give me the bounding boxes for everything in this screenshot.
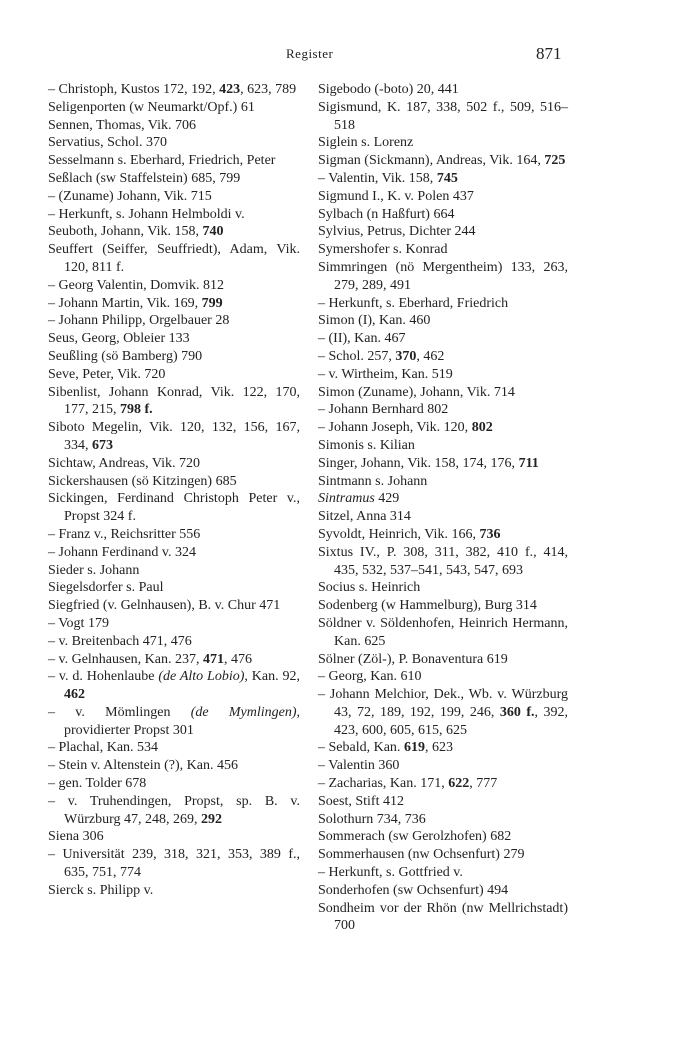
index-entry	[318, 455, 568, 473]
index-entry	[318, 330, 568, 348]
entry-text: – Herkunft, s. Gottfried v.	[318, 865, 463, 881]
index-entry	[48, 455, 300, 473]
running-title: Register	[286, 46, 334, 61]
bold-page-ref: 736	[479, 526, 501, 542]
entry-text: – Schol. 257,	[318, 348, 396, 364]
bold-page-ref: 798 f.	[120, 402, 153, 418]
entry-text: Simonis s. Kilian	[318, 437, 415, 453]
index-entry	[318, 366, 568, 384]
entry-text: Siglein s. Lorenz	[318, 135, 414, 151]
index-entry	[318, 134, 568, 152]
entry-text: Sibenlist, Johann Konrad, Vik. 122, 170, 177, 215,	[48, 384, 300, 418]
index-entry	[48, 651, 300, 669]
entry-text: Sesselmann s. Eberhard, Friedrich, Peter	[48, 153, 276, 169]
entry-text: – gen. Tolder 678	[48, 776, 147, 792]
index-entry	[48, 277, 300, 295]
index-column-right	[318, 81, 568, 935]
entry-text: , Kan. 92,	[244, 669, 300, 685]
index-entry	[318, 775, 568, 793]
page-header	[0, 44, 700, 64]
index-entry	[318, 259, 568, 295]
entry-text: , 623, 789	[240, 82, 297, 97]
italic-text: Sintramus	[318, 491, 375, 507]
bold-page-ref: 802	[471, 420, 493, 436]
page-number: 871	[536, 44, 562, 63]
entry-text: Sintmann s. Johann	[318, 473, 428, 489]
index-entry	[48, 295, 300, 313]
entry-text: Sixtus IV., P. 308, 311, 382, 410 f., 414, 435, 532, 537–541, 543, 547, 693	[318, 544, 568, 578]
entry-text: – Johann Joseph, Vik. 120,	[318, 420, 472, 436]
index-entry	[318, 757, 568, 775]
entry-text: Seligenporten (w Neumarkt/Opf.) 61	[48, 99, 255, 115]
entry-text: Solothurn 734, 736	[318, 811, 426, 827]
entry-text: Siboto Megelin, Vik. 120, 132, 156, 167, 334,	[48, 420, 300, 453]
index-entry	[318, 793, 568, 811]
entry-text: Sylvius, Petrus, Dichter 244	[318, 224, 476, 240]
entry-text: Sickershausen (sö Kitzingen) 685	[48, 473, 237, 489]
entry-text: Simon (Zuname), Johann, Vik. 714	[318, 384, 515, 400]
entry-text: – v. d. Hohenlaube	[48, 669, 159, 685]
entry-text: Syvoldt, Heinrich, Vik. 166,	[318, 526, 480, 542]
entry-text: Simon (I), Kan. 460	[318, 313, 431, 329]
index-entry	[318, 81, 568, 99]
bold-page-ref: 799	[201, 295, 223, 311]
entry-text: Sigismund, K. 187, 338, 502 f., 509, 516–518	[318, 99, 568, 133]
entry-text: Socius s. Heinrich	[318, 580, 421, 596]
index-entry	[318, 419, 568, 437]
bold-page-ref: 725	[544, 153, 566, 169]
entry-text: Sickingen, Ferdinand Christoph Peter v., Propst 324 f.	[48, 491, 300, 525]
bold-page-ref: 745	[436, 170, 458, 186]
index-entry	[318, 473, 568, 491]
entry-text: – Christoph, Kustos 172, 192,	[48, 82, 220, 97]
entry-text: Sichtaw, Andreas, Vik. 720	[48, 455, 200, 471]
entry-text: Seuboth, Johann, Vik. 158,	[48, 224, 203, 240]
index-entry	[48, 223, 300, 241]
bold-page-ref: 740	[202, 224, 224, 240]
index-entry	[48, 206, 300, 224]
bold-page-ref: 673	[92, 437, 113, 453]
entry-text: – Stein v. Altenstein (?), Kan. 456	[48, 758, 239, 774]
index-entry	[318, 99, 568, 135]
index-entry	[48, 739, 300, 757]
entry-text: Sigebodo (-boto) 20, 441	[318, 82, 459, 97]
italic-text: (de Alto Lobio)	[158, 669, 245, 685]
index-entry	[318, 597, 568, 615]
entry-text: Sondheim vor der Rhön (nw Mellrichstadt) 700	[318, 900, 568, 934]
index-entry	[48, 490, 300, 526]
bold-page-ref: 619	[403, 740, 425, 756]
entry-text: – v. Wirtheim, Kan. 519	[318, 366, 453, 382]
index-entry	[48, 882, 300, 900]
entry-text: 429	[374, 491, 400, 507]
entry-text: , 777	[469, 776, 498, 792]
entry-text: – Johann Martin, Vik. 169,	[48, 295, 202, 311]
index-entry	[48, 99, 300, 117]
index-entry	[48, 846, 300, 882]
index-entry	[318, 828, 568, 846]
index-entry	[48, 615, 300, 633]
index-entry	[48, 562, 300, 580]
entry-text: Seußling (sö Bamberg) 790	[48, 348, 203, 364]
index-entry	[318, 686, 568, 739]
index-entry	[48, 473, 300, 491]
entry-text: – Valentin 360	[318, 758, 400, 774]
entry-text: – Vogt 179	[48, 615, 109, 631]
index-entry	[318, 188, 568, 206]
index-entry	[48, 757, 300, 775]
index-entry	[48, 544, 300, 562]
bold-page-ref: 370	[395, 348, 417, 364]
index-entry	[318, 651, 568, 669]
entry-text: Seßlach (sw Staffelstein) 685, 799	[48, 170, 241, 186]
index-entry	[318, 152, 568, 170]
entry-text: – (Zuname) Johann, Vik. 715	[48, 188, 212, 204]
index-entry	[48, 312, 300, 330]
entry-text: Sigman (Sickmann), Andreas, Vik. 164,	[318, 153, 545, 169]
index-entry	[48, 419, 300, 455]
index-entry	[318, 348, 568, 366]
entry-text: , providierter Propst 301	[64, 704, 300, 738]
index-entry	[318, 526, 568, 544]
entry-text: Seve, Peter, Vik. 720	[48, 366, 166, 382]
index-entry	[318, 241, 568, 259]
index-entry	[318, 223, 568, 241]
index-entry	[318, 668, 568, 686]
index-entry	[48, 117, 300, 135]
index-entry	[48, 134, 300, 152]
index-entry	[318, 579, 568, 597]
index-entry	[48, 330, 300, 348]
index-entry	[318, 401, 568, 419]
index-entry	[318, 206, 568, 224]
entry-text: Sieder s. Johann	[48, 562, 140, 578]
entry-text: Seuffert (Seiffer, Seuffriedt), Adam, Vik. 120, 811 f.	[48, 242, 300, 275]
entry-text: Sodenberg (w Hammelburg), Burg 314	[318, 598, 537, 614]
index-entry	[318, 900, 568, 936]
entry-text: Sennen, Thomas, Vik. 706	[48, 117, 196, 133]
entry-text: – Herkunft, s. Eberhard, Friedrich	[318, 295, 509, 311]
entry-text: Seus, Georg, Obleier 133	[48, 331, 190, 347]
index-entry	[48, 597, 300, 615]
entry-text: – Johann Melchior, Dek., Wb. v. Würzburg 43, 72, 189, 192, 199, 246,	[318, 687, 568, 720]
index-entry	[318, 544, 568, 580]
index-entry	[318, 437, 568, 455]
entry-text: Sommerach (sw Gerolzhofen) 682	[318, 829, 512, 845]
entry-text: , 392, 423, 600, 605, 615, 625	[334, 704, 568, 738]
entry-text: – Sebald, Kan.	[318, 740, 404, 756]
entry-text: – Georg Valentin, Domvik. 812	[48, 277, 225, 293]
entry-text: Siena 306	[48, 829, 104, 845]
entry-text: – Valentin, Vik. 158,	[318, 170, 437, 186]
index-entry	[48, 384, 300, 420]
entry-text: Siegfried (v. Gelnhausen), B. v. Chur 471	[48, 598, 281, 614]
index-entry	[318, 508, 568, 526]
bold-page-ref: 462	[64, 687, 85, 703]
index-entry	[318, 811, 568, 829]
entry-text: Singer, Johann, Vik. 158, 174, 176,	[318, 455, 519, 471]
entry-text: Servatius, Schol. 370	[48, 135, 167, 151]
entry-text: Sitzel, Anna 314	[318, 509, 411, 525]
index-entry	[48, 668, 300, 704]
entry-text: – Zacharias, Kan. 171,	[318, 776, 449, 792]
entry-text: – Universität 239, 318, 321, 353, 389 f., 635, 751, 774	[48, 847, 300, 881]
entry-text: – Herkunft, s. Johann Helmboldi v.	[48, 206, 245, 222]
index-entry	[48, 188, 300, 206]
entry-text: Sigmund I., K. v. Polen 437	[318, 188, 474, 204]
index-entry	[48, 828, 300, 846]
bold-page-ref: 360 f.	[499, 704, 535, 720]
entry-text: , 462	[416, 348, 445, 364]
entry-text: Sölner (Zöl-), P. Bonaventura 619	[318, 651, 508, 667]
entry-text: – v. Gelnhausen, Kan. 237,	[48, 651, 204, 667]
entry-text: – v. Breitenbach 471, 476	[48, 633, 192, 649]
entry-text: – Johann Bernhard 802	[318, 402, 449, 418]
index-entry	[318, 882, 568, 900]
bold-page-ref: 711	[518, 455, 539, 471]
entry-text: – Franz v., Reichsritter 556	[48, 526, 201, 542]
index-entry	[48, 775, 300, 793]
entry-text: – Johann Ferdinand v. 324	[48, 544, 197, 560]
index-entry	[318, 490, 568, 508]
entry-text: , 476	[224, 651, 253, 667]
index-entry	[318, 312, 568, 330]
entry-text: Simmringen (nö Mergentheim) 133, 263, 279, 289, 491	[318, 259, 568, 293]
entry-text: Sonderhofen (sw Ochsenfurt) 494	[318, 882, 509, 898]
entry-text: – Georg, Kan. 610	[318, 669, 422, 685]
index-entry	[48, 526, 300, 544]
entry-text: – (II), Kan. 467	[318, 331, 406, 347]
index-entry	[318, 295, 568, 313]
index-entry	[48, 348, 300, 366]
index-entry	[48, 366, 300, 384]
index-entry	[318, 739, 568, 757]
index-entry	[48, 170, 300, 188]
bold-page-ref: 423	[219, 82, 241, 97]
index-entry	[318, 864, 568, 882]
entry-text: Sylbach (n Haßfurt) 664	[318, 206, 455, 222]
index-entry	[318, 170, 568, 188]
index-entry	[48, 579, 300, 597]
index-column-left	[48, 81, 300, 900]
index-entry	[48, 633, 300, 651]
entry-text: – v. Truhendingen, Propst, sp. B. v. Würzburg 47, 248, 269,	[48, 793, 300, 827]
index-entry	[48, 152, 300, 170]
bold-page-ref: 292	[201, 811, 222, 827]
entry-text: Sommerhausen (nw Ochsenfurt) 279	[318, 847, 525, 863]
italic-text: (de Mymlingen)	[190, 704, 297, 720]
entry-text: – Plachal, Kan. 534	[48, 740, 159, 756]
index-entry	[48, 241, 300, 277]
bold-page-ref: 471	[203, 651, 225, 667]
index-entry	[48, 704, 300, 740]
index-entry	[48, 81, 300, 99]
entry-text: Söldner v. Söldenhofen, Heinrich Hermann, Kan. 625	[318, 615, 568, 649]
entry-text: Siegelsdorfer s. Paul	[48, 580, 164, 596]
entry-text: Sierck s. Philipp v.	[48, 882, 154, 898]
index-entry	[318, 615, 568, 651]
index-entry	[318, 384, 568, 402]
entry-text: , 623	[424, 740, 453, 756]
entry-text: – Johann Philipp, Orgelbauer 28	[48, 313, 230, 329]
entry-text: – v. Mömlingen	[48, 704, 191, 720]
entry-text: Soest, Stift 412	[318, 793, 404, 809]
index-entry	[318, 846, 568, 864]
entry-text: Symershofer s. Konrad	[318, 242, 448, 258]
index-entry	[48, 793, 300, 829]
bold-page-ref: 622	[448, 776, 470, 792]
